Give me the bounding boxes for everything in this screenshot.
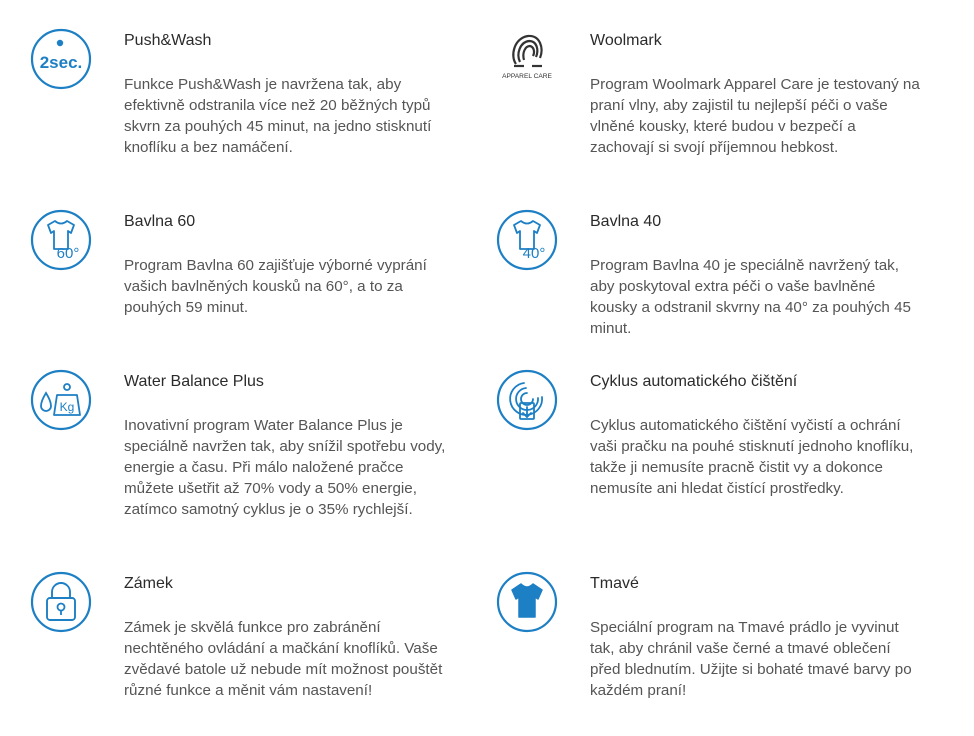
cotton-60-icon-text: 60° (56, 245, 80, 262)
woolmark-logo-text: APPAREL CARE (502, 73, 552, 80)
feature-title: Zámek (124, 575, 173, 592)
feature-description: Inovativní program Water Balance Plus je speciálně navržen tak, aby snížil spotřebu vody, energie a času. Při málo naložené pračce můžete ušetřit až 70% vody a 50% energie, zatímco samotný cyklus je o 35% rychlejší. (124, 417, 446, 518)
auto-clean-icon (496, 369, 558, 431)
lock-icon (30, 571, 92, 633)
feature-title: Bavlna 60 (124, 213, 196, 230)
feature-title: Water Balance Plus (124, 373, 264, 390)
feature-title: Cyklus automatického čištění (590, 373, 798, 390)
cotton-40-icon (496, 209, 558, 271)
cotton-40-icon-text: 40° (522, 245, 546, 262)
water-balance-icon (30, 369, 92, 431)
feature-description: Cyklus automatického čištění vyčistí a ochrání vaši pračku na pouhé stisknutí jednoho knoflíku, takže ji nemusíte pracně čistit vy a dokonce nemusíte ani hledat čistící prostředky. (590, 417, 914, 497)
water-balance-icon-text: Kg (59, 400, 75, 414)
feature-description: Program Woolmark Apparel Care je testovaný na praní vlny, aby zajistil tu nejlepší péči o vaše vlněné kousky, které budou v bezpečí a zachovají si svojí příjemnou hebkost. (590, 76, 920, 156)
dark-clothes-icon (496, 571, 558, 633)
feature-description: Zámek je skvělá funkce pro zabránění nechtěného ovládání a mačkání knoflíků. Vaše zvědavé batole už nebude mít možnost pouštět různé funkce a měnit vám nastavení! (124, 619, 443, 699)
feature-description: Program Bavlna 60 zajišťuje výborné vyprání vašich bavlněných kousků na 60°, a to za pouhých 59 minut. (124, 257, 427, 316)
feature-description: Program Bavlna 40 je speciálně navržený tak, aby poskytoval extra péči o vaše bavlněné kousky a odstranil skvrny na 40° za pouhých 45 minut. (590, 257, 911, 337)
push-wash-2sec-icon (30, 28, 92, 90)
feature-description: Speciální program na Tmavé prádlo je vyvinut tak, aby chránil vaše černé a tmavé oblečení před blednutím. Užijte si bohaté tmavé barvy po každém praní! (590, 619, 912, 699)
woolmark-apparel-care-logo (496, 28, 558, 90)
feature-description: Funkce Push&Wash je navržena tak, aby efektivně odstranila více než 20 běžných typů skvrn za pouhých 45 minut, na jedno stisknutí knoflíku a bez namáčení. (124, 76, 432, 156)
feature-title: Woolmark (590, 32, 662, 49)
cotton-60-icon (30, 209, 92, 271)
feature-title: Tmavé (590, 575, 639, 592)
feature-title: Bavlna 40 (590, 213, 662, 230)
push-wash-icon-text: 2sec. (39, 53, 83, 72)
feature-title: Push&Wash (124, 32, 212, 49)
